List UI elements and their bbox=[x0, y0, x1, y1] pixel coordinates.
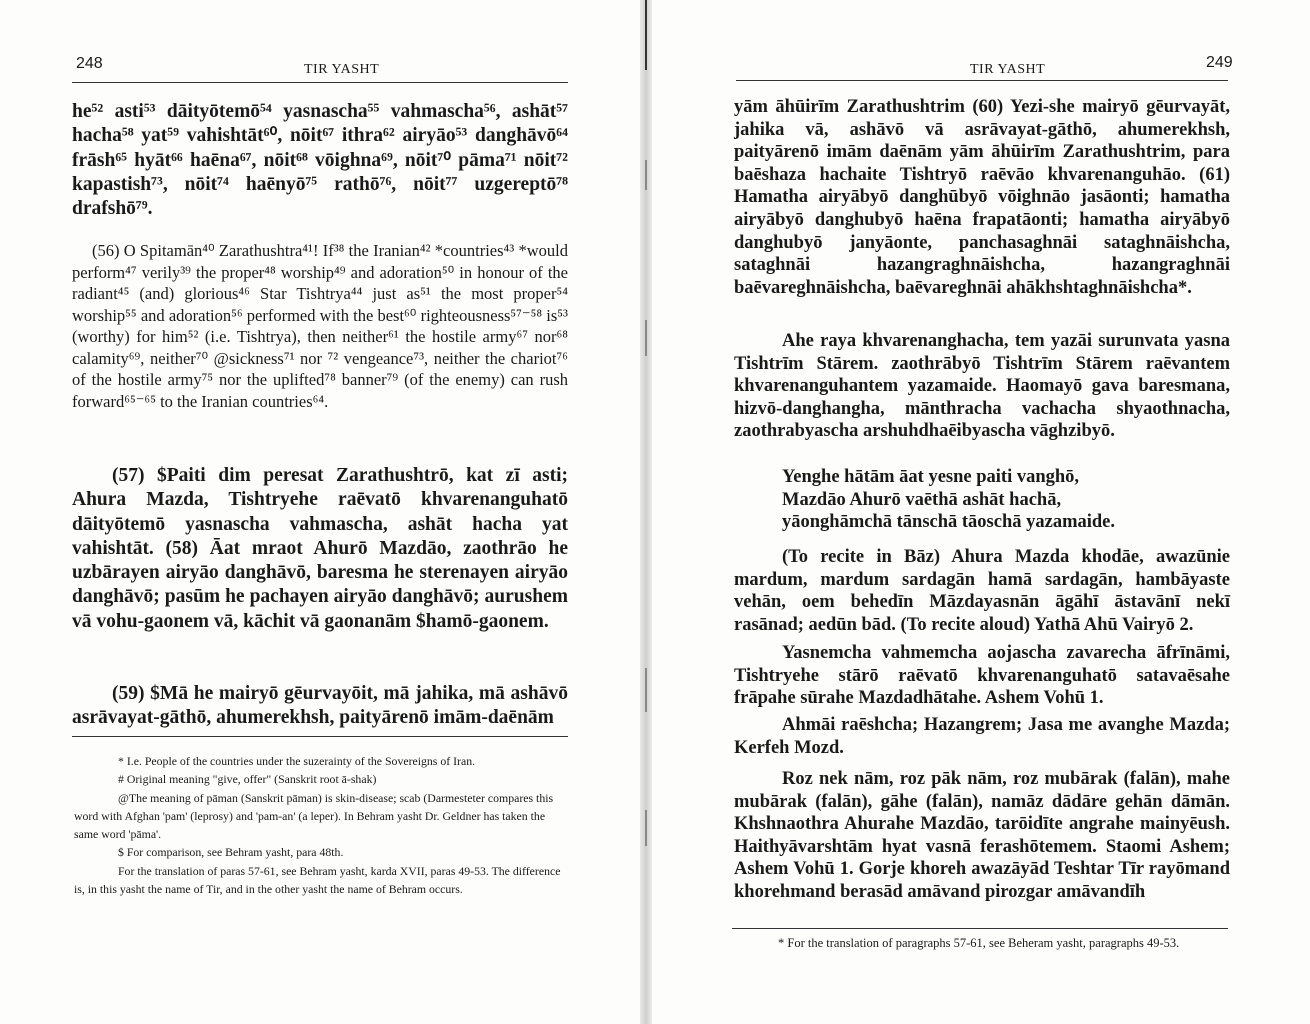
yasnemcha-paragraph: Yasnemcha vahmemcha aojascha zavarecha āfrīnāmi, Tishtryehe stārō raēvatō khvarenanguhatō satavaēsahe frāpahe sūrahe Mazdadhātahe. Ashem Vohū 1. bbox=[734, 643, 1230, 709]
footnotes bbox=[74, 752, 568, 898]
ahe-raya-paragraph: Ahe raya khvarenanghacha, tem yazāi surunvata yasna Tishtrīm Stārem. zaothrābyō Tishtrīm Stārem raēvantem khvarenanguhantem yazamaide. Haomayō gava baresmana, hizvō-danghangha, mānthracha vachacha shyaothnacha, zaothrabyascha arshuhdhaēibyascha vāghzibyō. bbox=[734, 331, 1230, 442]
gutter-mark bbox=[645, 810, 647, 846]
avestan-paragraph-57-58: (57) $Paiti dim peresat Zarathushtrō, kat zī asti; Ahura Mazda, Tishtryehe raēvatō khvarenanguhatō dāityōtemō yasnascha vahmascha, ashāt hacha yat vahishtāt. (58) Āat mraot Ahurō Mazdāo, zaothrāo he uzbārayen airyāo danghāvō, baresma he sterenayen airyāo danghāvō; pasūm he pachayen airyāo danghāvō; aurushem vā vohu-gaonem vā, kāchit vā gaonanām $hamō-gaonem. bbox=[72, 465, 568, 632]
avestan-paragraph-60-61: yām āhūirīm Zarathushtrim (60) Yezi-she mairyō gēurvayāt, jahika vā, ashāvō vā asrāvayat-gāthō, ahumerekhsh, paityārenō imām daēnām yām āhūirīm Zarathushtrim, para baēshaza hachaite Tishtryō raēvāo khvarenanguhāo. (61) Hamatha airyābyō danghūbyō vōighnāo jasāonti; hamatha airyābyō danghubyō haēna frapatāonti; hamatha airyābyō danghubyō janyāonte, panchasaghnāi sataghnāishcha, sataghnāi hazangraghnāishcha, hazangraghnāi baēvareghnāishcha, baēvareghnāi ahākhshtaghnāishcha*. bbox=[734, 97, 1230, 298]
avestan-continuation: he⁵² asti⁵³ dāityōtemō⁵⁴ yasnascha⁵⁵ vahmascha⁵⁶, ashāt⁵⁷ hacha⁵⁸ yat⁵⁹ vahishtāt⁶⁰, nōit⁶⁷ ithra⁶² airyāo⁵³ danghāvō⁶⁴ frāsh⁶⁵ hyāt⁶⁶ haēna⁶⁷, nōit⁶⁸ vōighna⁶⁹, nōit⁷⁰ pāma⁷¹ nōit⁷² kapastish⁷³, nōit⁷⁴ haēnyō⁷⁵ rathō⁷⁶, nōit⁷⁷ uzgereptō⁷⁸ drafshō⁷⁹. bbox=[72, 101, 568, 220]
running-head: TIR YASHT bbox=[304, 62, 380, 77]
gutter-mark bbox=[645, 160, 647, 190]
header-rule bbox=[72, 82, 568, 83]
gutter-mark bbox=[645, 0, 647, 70]
footnote: @The meaning of pāman (Sanskrit pāman) is skin-disease; scab (Darmesteter compares this word with Afghan 'pam' (leprosy) and 'pam-an' (a leper). In Behram yasht Dr. Geldner has taken the same word 'pāma'. bbox=[74, 790, 554, 842]
footnote-rule bbox=[732, 928, 1228, 929]
footnote-rule bbox=[72, 736, 568, 737]
footnote: * I.e. People of the countries under the suzerainty of the Sovereigns of Iran. bbox=[118, 754, 476, 768]
baz-paragraph: (To recite in Bāz) Ahura Mazda khodāe, awazūnie mardum, mardum sardagān hamā sardagān, hambāyaste vehān, oem behedīn Māzdayasnān āgāhī āstavānī nekī rasānad; aedūn bād. (To recite aloud) Yathā Ahū Vairyō 2. bbox=[734, 547, 1230, 635]
gutter-mark bbox=[645, 668, 647, 712]
gutter-mark bbox=[645, 320, 647, 356]
running-head: TIR YASHT bbox=[970, 62, 1046, 77]
book-gutter bbox=[640, 0, 652, 1024]
footnote: * For the translation of paragraphs 57-61, see Beheram yasht, paragraphs 49-53. bbox=[778, 936, 1180, 950]
roz-nek-paragraph: Roz nek nām, roz pāk nām, roz mubārak (falān), mahe mubārak (falān), gāhe (falān), namāz dādāre gehān dāmān. Khshnaothra Ahurahe Mazdāo, tarōidīte angrahe mainyēush. Haithyāvarshtām hyat vasnā ferashōtemem. Staomi Ashem; Ashem Vohū 1. Gorje khoreh awazāyād Teshtar Tīr rayōmand khorehmand berasād amāvand pirozgar amāvandīh bbox=[734, 769, 1230, 902]
avestan-paragraph-59: (59) $Mā he mairyō gēurvayōit, mā jahika, mā ashāvō asrāvayat-gāthō, ahumerekhsh, paityārenō imām-daēnām bbox=[72, 683, 568, 729]
footnote: $ For comparison, see Behram yasht, para 48th. bbox=[118, 845, 344, 860]
ahmai-paragraph: Ahmāi raēshcha; Hazangrem; Jasa me avanghe Mazda; Kerfeh Mozd. bbox=[734, 715, 1230, 758]
footnotes bbox=[732, 934, 1228, 953]
header-rule bbox=[736, 80, 1228, 81]
verse-line: yāonghāmchā tānschā tāoschā yazamaide. bbox=[782, 512, 1116, 533]
footnote: For the translation of paras 57-61, see Behram yasht, karda XVII, paras 49-53. The difference is, in this yasht the name of Tir, and in the other yasht the name of Behram occurs. bbox=[74, 863, 561, 897]
left-page bbox=[0, 0, 640, 1024]
right-page bbox=[652, 0, 1310, 1024]
translation-paragraph-56: (56) O Spitamān⁴⁰ Zarathushtra⁴¹! If³⁸ the Iranian⁴² *countries⁴³ *would perform⁴⁷ verily³⁹ the proper⁴⁸ worship⁴⁹ and adoration⁵⁰ in honour of the radiant⁴⁵ (and) glorious⁴⁶ Star Tishtrya⁴⁴ just as⁵¹ the most proper⁵⁴ worship⁵⁵ and adoration⁵⁶ performed with the best⁶⁰ righteousness⁵⁷⁻⁵⁸ is⁵³ (worthy) for him⁵² (i.e. Tishtrya), then neither⁶¹ the hostile army⁶⁷ nor⁶⁸ calamity⁶⁹, neither⁷⁰ @sickness⁷¹ nor ⁷² vengeance⁷³, neither the chariot⁷⁶ of the hostile army⁷⁵ nor the uplifted⁷⁸ banner⁷⁹ (of the enemy) can rush forward⁶⁵⁻⁶⁵ to the Iranian countries⁶⁴. bbox=[72, 241, 568, 411]
yenghe-hatam-verse bbox=[782, 466, 1115, 534]
footnote: # Original meaning "give, offer" (Sanskrit root ā-shak) bbox=[118, 772, 377, 787]
verse-line: Yenghe hātām āat yesne paiti vanghō, bbox=[782, 467, 1080, 487]
verse-line: Mazdāo Ahurō vaēthā ashāt hachā, bbox=[782, 489, 1062, 510]
page-number: 249 bbox=[1206, 54, 1233, 71]
page-number: 248 bbox=[76, 55, 103, 72]
